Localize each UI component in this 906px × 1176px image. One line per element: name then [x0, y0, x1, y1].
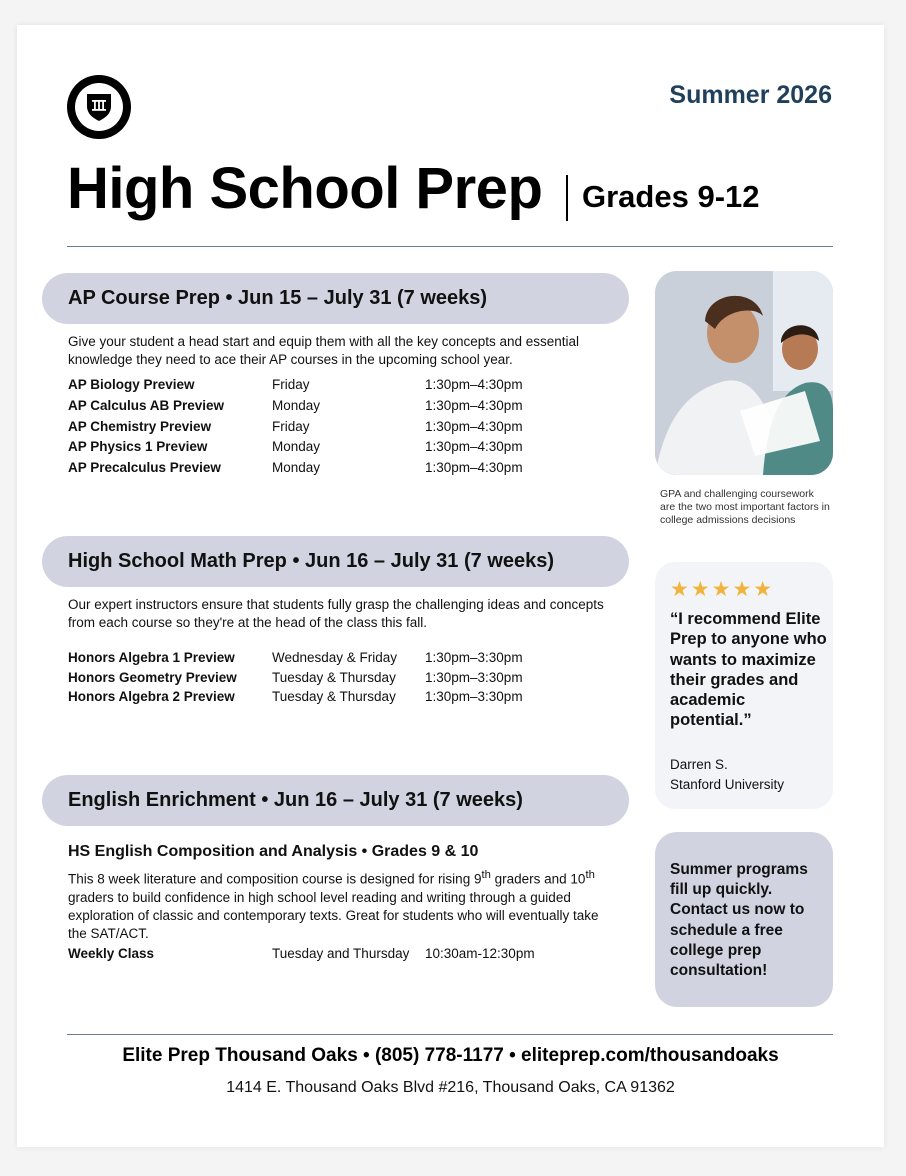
table-row — [68, 944, 628, 964]
course-name: AP Biology Preview — [68, 377, 195, 392]
course-time: 1:30pm–4:30pm — [425, 439, 523, 454]
shield-icon — [85, 92, 113, 122]
course-day: Wednesday & Friday — [272, 650, 398, 665]
course-time: 1:30pm–3:30pm — [425, 670, 523, 685]
course-day: Tuesday and Thursday — [272, 946, 410, 961]
course-time: 1:30pm–4:30pm — [425, 419, 523, 434]
course-name: Honors Algebra 2 Preview — [68, 689, 235, 704]
cta-card — [655, 832, 833, 1007]
table-row — [68, 648, 628, 668]
footer-rule — [67, 1034, 833, 1035]
course-name: AP Physics 1 Preview — [68, 439, 208, 454]
photo-caption: GPA and challenging coursework are the two most important factors in college admissions decisions — [660, 488, 830, 526]
course-day: Monday — [272, 439, 321, 454]
course-day: Tuesday & Thursday — [272, 689, 396, 704]
table-row — [68, 437, 628, 457]
table-row — [68, 417, 628, 437]
course-name: Weekly Class — [68, 946, 155, 961]
page-title: High School Prep — [67, 156, 543, 221]
rating-stars: ★★★★★ — [670, 578, 775, 601]
section-heading-ap: AP Course Prep • Jun 15 – July 31 (7 weeks) — [42, 273, 629, 324]
students-photo — [655, 271, 833, 475]
section-intro-english: This 8 week literature and composition course is designed for rising 9th graders and 10th graders to build confidence in high school level reading and writing through a guided exploration of classic and contemporary texts. Great for students who will eventually take the SAT/ACT. — [68, 869, 599, 941]
course-day: Monday — [272, 398, 321, 413]
section-heading-english: English Enrichment • Jun 16 – July 31 (7 weeks) — [42, 775, 629, 826]
table-row — [68, 458, 628, 478]
course-title-english: HS English Composition and Analysis • Grades 9 & 10 — [68, 843, 479, 860]
course-name: Honors Geometry Preview — [68, 670, 237, 685]
table-row — [68, 687, 628, 707]
section-intro-ap: Give your student a head start and equip them with all the key concepts and essential knowledge they need to ace their AP courses in the upcoming school year. — [68, 334, 580, 367]
course-name: AP Calculus AB Preview — [68, 398, 225, 413]
course-time: 1:30pm–4:30pm — [425, 377, 523, 392]
header-rule — [67, 246, 833, 247]
course-day: Monday — [272, 460, 321, 475]
course-name: AP Precalculus Preview — [68, 460, 221, 475]
logo — [67, 75, 131, 139]
grades-label: Grades 9-12 — [582, 179, 760, 214]
flyer-page — [17, 25, 884, 1147]
course-time: 1:30pm–4:30pm — [425, 398, 523, 413]
table-row — [68, 375, 628, 395]
season-label: Summer 2026 — [669, 81, 832, 109]
course-time: 1:30pm–3:30pm — [425, 689, 523, 704]
testimonial-author: Darren S. — [670, 757, 728, 772]
course-name: Honors Algebra 1 Preview — [68, 650, 235, 665]
course-name: AP Chemistry Preview — [68, 419, 212, 434]
course-time: 1:30pm–3:30pm — [425, 650, 523, 665]
course-day: Friday — [272, 377, 310, 392]
title-divider — [566, 175, 568, 221]
section-heading-math: High School Math Prep • Jun 16 – July 31 (7 weeks) — [42, 536, 629, 587]
table-row — [68, 668, 628, 688]
course-day: Friday — [272, 419, 310, 434]
course-time: 10:30am-12:30pm — [425, 946, 535, 961]
testimonial-card — [655, 562, 833, 809]
testimonial-school: Stanford University — [670, 777, 785, 792]
photo-students-illustration — [655, 271, 833, 475]
testimonial-quote: “I recommend Elite Prep to anyone who wants to maximize their grades and academic potential.” — [670, 610, 827, 730]
table-row — [68, 396, 628, 416]
section-intro-math: Our expert instructors ensure that students fully grasp the challenging ideas and concepts from each course so they're at the head of the class this fall. — [68, 597, 604, 630]
course-day: Tuesday & Thursday — [272, 670, 396, 685]
cta-text: Summer programs fill up quickly. Contact us now to schedule a free college prep consultation! — [670, 861, 808, 980]
footer-contact: Elite Prep Thousand Oaks • (805) 778-1177 • eliteprep.com/thousandoaks — [122, 1045, 779, 1066]
footer-address: 1414 E. Thousand Oaks Blvd #216, Thousand Oaks, CA 91362 — [226, 1079, 675, 1096]
course-time: 1:30pm–4:30pm — [425, 460, 523, 475]
